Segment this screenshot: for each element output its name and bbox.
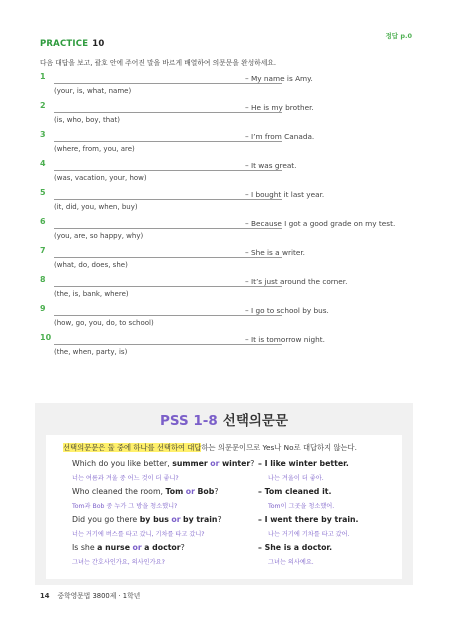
exercise-answer: – It was great. [245, 161, 297, 170]
question-mark: ? [214, 487, 219, 496]
option-two: winter [221, 459, 251, 468]
option-two: a doctor [144, 543, 181, 552]
answer-translation: Tom이 그곳을 청소했어. [268, 503, 335, 510]
exercise-number: 5 [40, 188, 46, 197]
exercise-words: (you, are, so happy, why) [54, 232, 144, 240]
question-mark: ? [250, 459, 255, 468]
exercise-item [40, 188, 420, 220]
or-keyword: or [171, 515, 181, 524]
exercise-item [40, 304, 420, 336]
question-translation: 너는 거기에 버스를 타고 갔니, 기차를 타고 갔니? [72, 531, 205, 538]
pss-title [35, 409, 413, 429]
pss-title-text: 선택의문문 [222, 413, 289, 429]
exercise-words: (is, who, boy, that) [54, 116, 120, 124]
example-answer: – I like winter better. [258, 459, 349, 468]
exercise-item [40, 275, 420, 307]
question-translation: 그녀는 간호사인가요, 의사인가요? [72, 559, 165, 566]
option-one: a nurse [97, 543, 130, 552]
rule-highlight: 선택의문문은 둘 중에 하나를 선택하여 대답 [63, 443, 202, 452]
pss-example [72, 543, 402, 571]
practice-header [40, 39, 104, 49]
question-text: Which do you like better, [72, 459, 173, 468]
option-two: Bob [197, 487, 215, 496]
answer-line[interactable] [54, 228, 282, 229]
exercise-number: 1 [40, 72, 46, 81]
exercise-words: (the, is, bank, where) [54, 290, 129, 298]
answer-line[interactable] [54, 257, 282, 258]
page-footer [40, 590, 140, 600]
exercise-item [40, 130, 420, 162]
exercise-number: 6 [40, 217, 46, 226]
answer-line[interactable] [54, 83, 282, 84]
pss-code: PSS 1-8 [159, 413, 218, 429]
pss-example [72, 487, 402, 515]
pss-example [72, 515, 402, 543]
exercise-number: 9 [40, 304, 46, 313]
exercise-answer: – He is my brother. [245, 103, 314, 112]
example-question [72, 515, 222, 524]
option-one: Tom [165, 487, 184, 496]
exercise-words: (was, vacation, your, how) [54, 174, 147, 182]
option-one: summer [172, 459, 208, 468]
answer-line[interactable] [54, 141, 282, 142]
example-answer: – She is a doctor. [258, 543, 333, 552]
or-keyword: or [210, 459, 220, 468]
answer-line[interactable] [54, 344, 282, 345]
example-question [72, 487, 218, 496]
option-two: by train [183, 515, 218, 524]
rule-rest: 하는 의문문이므로 Yes나 No로 대답하지 않는다. [201, 443, 357, 452]
exercise-item [40, 159, 420, 191]
pss-rule [63, 443, 357, 453]
exercise-words: (your, is, what, name) [54, 87, 132, 95]
pss-example [72, 459, 402, 487]
exercise-words: (what, do, does, she) [54, 261, 128, 269]
or-keyword: or [132, 543, 142, 552]
or-keyword: or [185, 487, 195, 496]
book-title: 중학영문법 3800제 · 1학년 [57, 592, 141, 600]
question-mark: ? [217, 515, 222, 524]
instructions: 다음 대답을 보고, 괄호 안에 주어진 말을 바르게 배열하여 의문문을 완성하세요. [40, 59, 277, 67]
exercise-words: (where, from, you, are) [54, 145, 135, 153]
exercise-answer: – It is tomorrow night. [245, 335, 325, 344]
exercise-number: 8 [40, 275, 46, 284]
answer-line[interactable] [54, 286, 282, 287]
question-text: Did you go there [72, 515, 140, 524]
answer-reference: 정답 p.0 [385, 32, 412, 40]
answer-line[interactable] [54, 315, 282, 316]
answer-translation: 그녀는 의사예요. [268, 559, 314, 566]
question-translation: 너는 여름과 겨울 중 어느 것이 더 좋니? [72, 475, 179, 482]
exercise-words: (it, did, you, when, buy) [54, 203, 138, 211]
exercise-number: 10 [40, 333, 52, 342]
exercise-number: 3 [40, 130, 46, 139]
answer-line[interactable] [54, 170, 282, 171]
answer-translation: 나는 거기에 기차를 타고 갔어. [268, 531, 350, 538]
example-question [72, 543, 185, 552]
example-answer: – Tom cleaned it. [258, 487, 332, 496]
answer-translation: 나는 겨울이 더 좋아. [268, 475, 324, 482]
question-translation: Tom과 Bob 중 누가 그 방을 청소했니? [72, 503, 178, 510]
exercise-answer: – She is a writer. [245, 248, 305, 257]
page-number: 14 [40, 592, 50, 600]
exercise-item [40, 72, 420, 104]
exercise-answer: – Because I got a good grade on my test. [245, 219, 396, 228]
exercise-words: (the, when, party, is) [54, 348, 128, 356]
exercise-item [40, 217, 420, 249]
question-text: Is she [72, 543, 98, 552]
exercise-number: 2 [40, 101, 46, 110]
option-one: by bus [139, 515, 169, 524]
answer-line[interactable] [54, 199, 282, 200]
pss-grammar-box [35, 403, 413, 585]
exercise-answer: – My name is Amy. [245, 74, 313, 83]
question-text: Who cleaned the room, [72, 487, 166, 496]
exercise-answer: – It’s just around the corner. [245, 277, 348, 286]
answer-line[interactable] [54, 112, 282, 113]
exercise-answer: – I go to school by bus. [245, 306, 329, 315]
example-question [72, 459, 254, 468]
exercise-number: 7 [40, 246, 46, 255]
pss-content [46, 435, 402, 579]
exercise-item [40, 246, 420, 278]
exercise-answer: – I’m from Canada. [245, 132, 315, 141]
exercise-item [40, 101, 420, 133]
example-answer: – I went there by train. [258, 515, 359, 524]
exercise-item [40, 333, 420, 365]
exercise-answer: – I bought it last year. [245, 190, 325, 199]
practice-number: 10 [92, 39, 105, 49]
question-mark: ? [180, 543, 185, 552]
practice-label: PRACTICE [40, 39, 89, 49]
exercise-number: 4 [40, 159, 46, 168]
exercise-words: (how, go, you, do, to school) [54, 319, 154, 327]
